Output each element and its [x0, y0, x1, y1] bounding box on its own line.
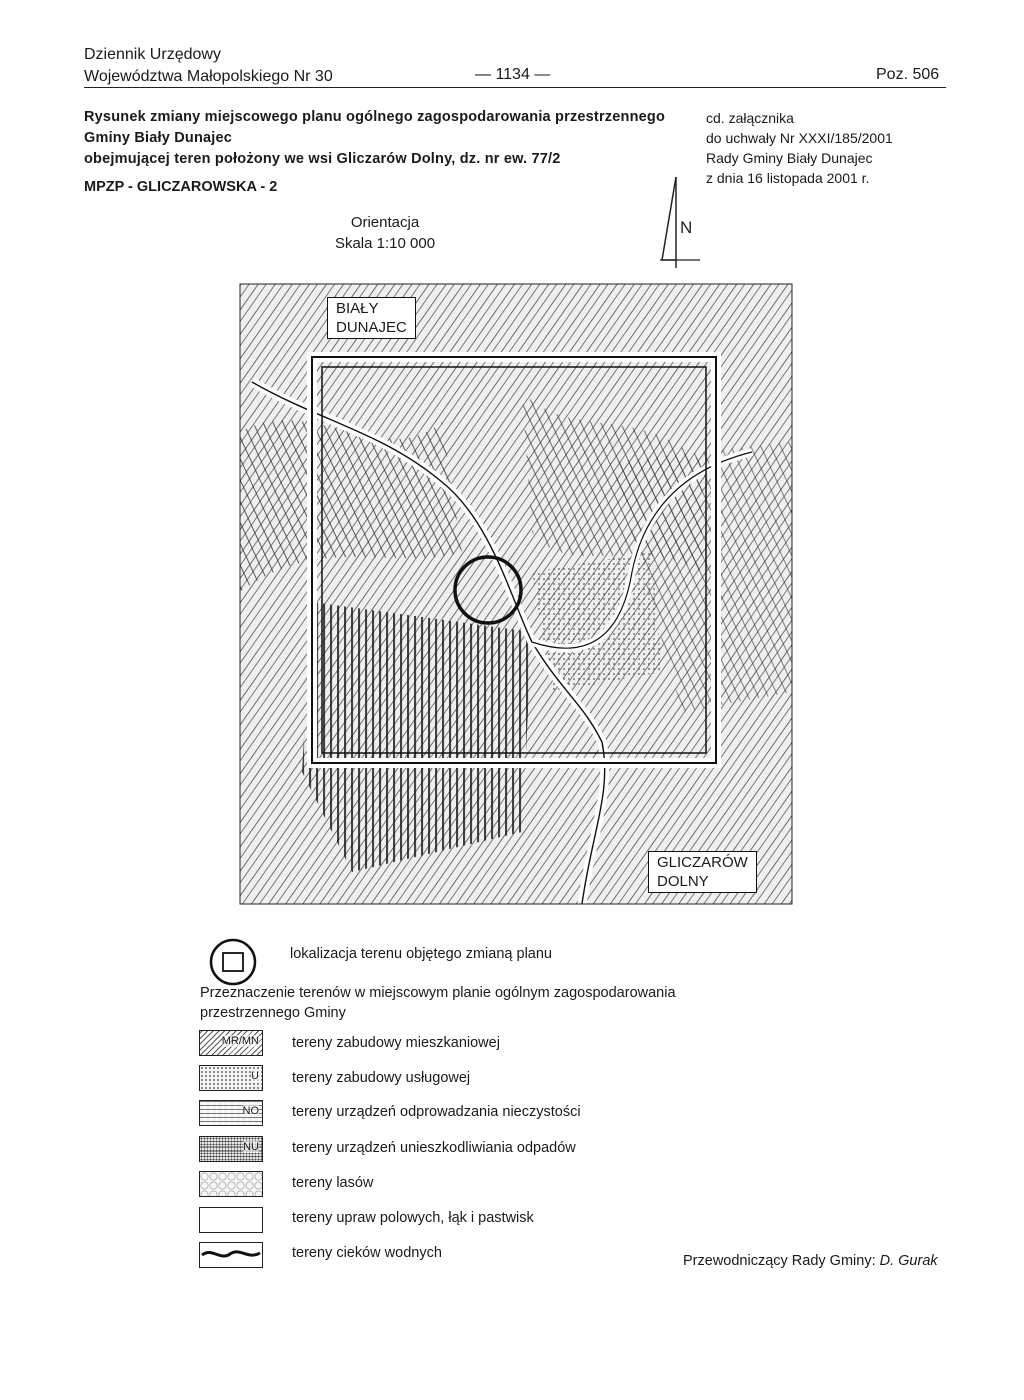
document-title	[84, 107, 665, 170]
title-line3: obejmującej teren położony we wsi Gliczarów Dolny, dz. nr ew. 77/2	[84, 151, 561, 167]
location-legend-icon	[208, 937, 258, 987]
position-number: Poz. 506	[876, 66, 940, 83]
journal-title	[84, 44, 333, 88]
legend-services-text: tereny zabudowy usługowej	[292, 1070, 471, 1086]
stream-icon	[200, 1243, 262, 1267]
north-label: N	[680, 218, 693, 237]
page-number: — 1134 —	[475, 66, 551, 83]
orientation-block	[300, 212, 470, 254]
journal-line2: Województwa Małopolskiego Nr 30	[84, 68, 333, 85]
swatch-services: U	[199, 1065, 263, 1091]
purpose-heading: Przeznaczenie terenów w miejscowym planie ogólnym zagospodarowania przestrzennego Gminy	[200, 985, 676, 1021]
signature-name: D. Gurak	[879, 1253, 938, 1269]
title-line2: Gminy Biały Dunajec	[84, 130, 233, 146]
place-label-bialy-dunajec: BIAŁY DUNAJEC	[327, 297, 416, 339]
signature-line	[683, 1253, 938, 1269]
place-label-gliczarow-dolny: GLICZARÓW DOLNY	[648, 851, 757, 893]
scale-label: Skala 1:10 000	[334, 235, 436, 252]
legend-waste-text: tereny urządzeń unieszkodliwiania odpadów	[292, 1140, 576, 1156]
annex-line4: z dnia 16 listopada 2001 r.	[706, 170, 870, 186]
title-line1: Rysunek zmiany miejscowego planu ogólnego zagospodarowania przestrzennego	[84, 109, 666, 125]
annex-line1: cd. załącznika	[706, 110, 794, 126]
annex-note	[706, 108, 893, 188]
swatch-water	[199, 1242, 263, 1268]
location-map	[232, 272, 793, 912]
plan-code: MPZP - GLICZAROWSKA - 2	[84, 179, 278, 195]
journal-line1: Dziennik Urzędowy	[84, 46, 221, 63]
annex-line2: do uchwały Nr XXXI/185/2001	[706, 130, 893, 146]
orientation-label: Orientacja	[350, 214, 420, 231]
legend-fields-text: tereny upraw polowych, łąk i pastwisk	[292, 1210, 534, 1226]
header-divider	[84, 87, 946, 88]
legend-residential-text: tereny zabudowy mieszkaniowej	[292, 1035, 500, 1051]
location-legend-text: lokalizacja terenu objętego zmianą planu	[290, 946, 552, 962]
legend-forest-text: tereny lasów	[292, 1175, 374, 1191]
swatch-fields	[199, 1207, 263, 1233]
legend-sewage-text: tereny urządzeń odprowadzania nieczystości	[292, 1104, 581, 1120]
swatch-waste: NU	[199, 1136, 263, 1162]
signature-label: Przewodniczący Rady Gminy:	[683, 1253, 876, 1269]
legend-water-text: tereny cieków wodnych	[292, 1245, 442, 1261]
swatch-forest	[199, 1171, 263, 1197]
swatch-residential: MR/MN	[199, 1030, 263, 1056]
north-arrow-icon	[640, 175, 710, 270]
annex-line3: Rady Gminy Biały Dunajec	[706, 150, 873, 166]
swatch-sewage: NO	[199, 1100, 263, 1126]
